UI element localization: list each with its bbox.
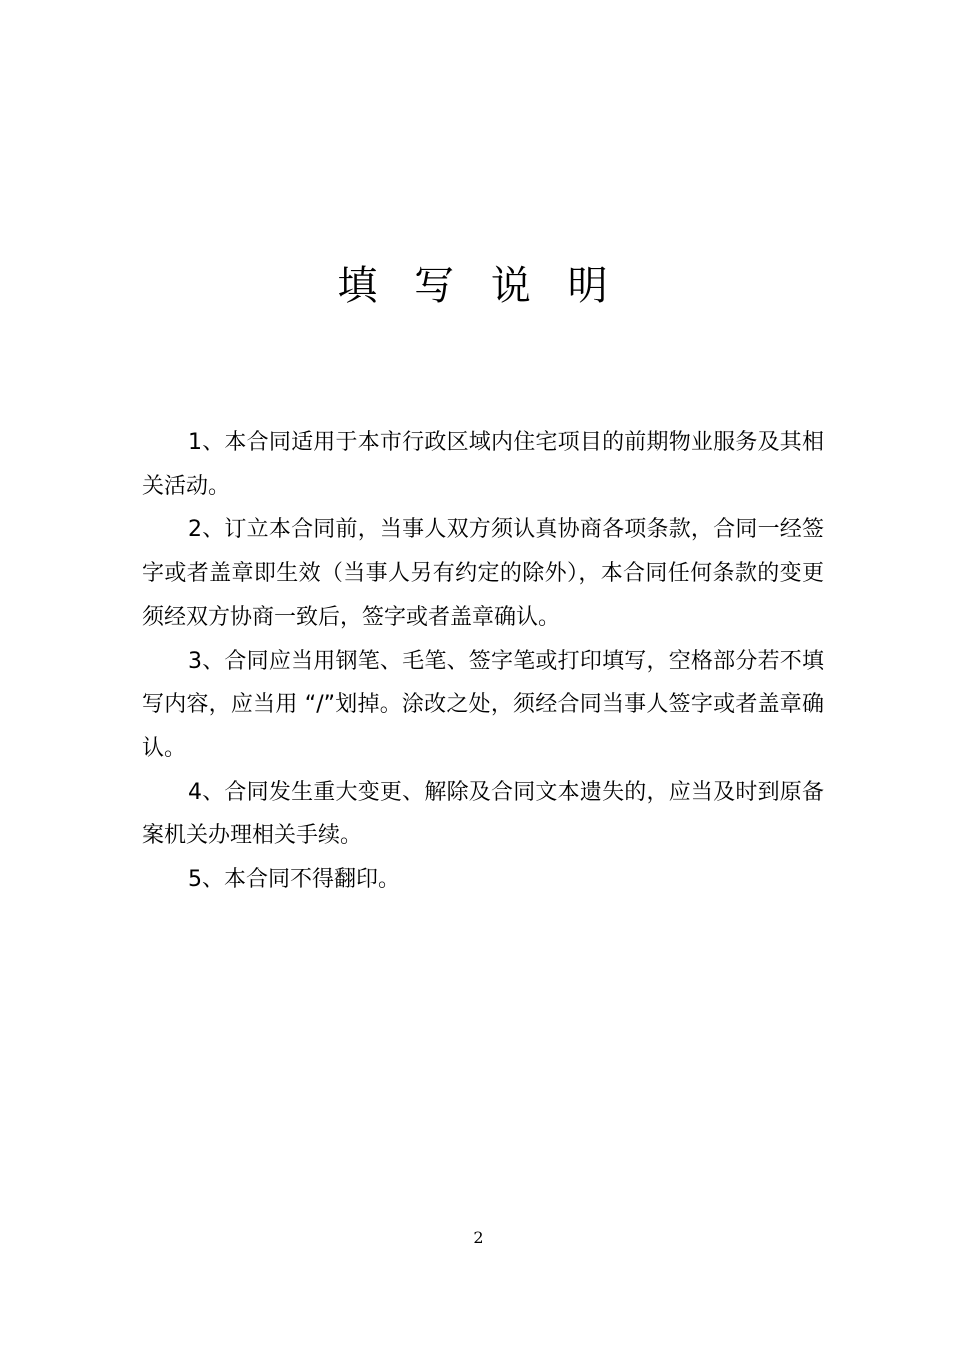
instruction-item-4: 4、合同发生重大变更、解除及合同文本遗失的，应当及时到原备案机关办理相关手续。 xyxy=(142,779,824,849)
instructions-body xyxy=(142,421,824,902)
instruction-item-2: 2、订立本合同前，当事人双方须认真协商各项条款，合同一经签字或者盖章即生效（当事人另有约定的除外），本合同任何条款的变更须经双方协商一致后，签字或者盖章确认。 xyxy=(142,517,824,630)
instruction-item-5: 5、本合同不得翻印。 xyxy=(188,867,400,893)
instruction-item-1: 1、本合同适用于本市行政区域内住宅项目的前期物业服务及其相关活动。 xyxy=(142,430,824,499)
instruction-item-3: 3、合同应当用钢笔、毛笔、签字笔或打印填写，空格部分若不填写内容，应当用 “/”划掉。涂改之处，须经合同当事人签字或者盖章确认。 xyxy=(142,648,824,761)
page-title: 填 写 说 明 xyxy=(337,263,620,309)
page-number: 2 xyxy=(473,1228,484,1247)
